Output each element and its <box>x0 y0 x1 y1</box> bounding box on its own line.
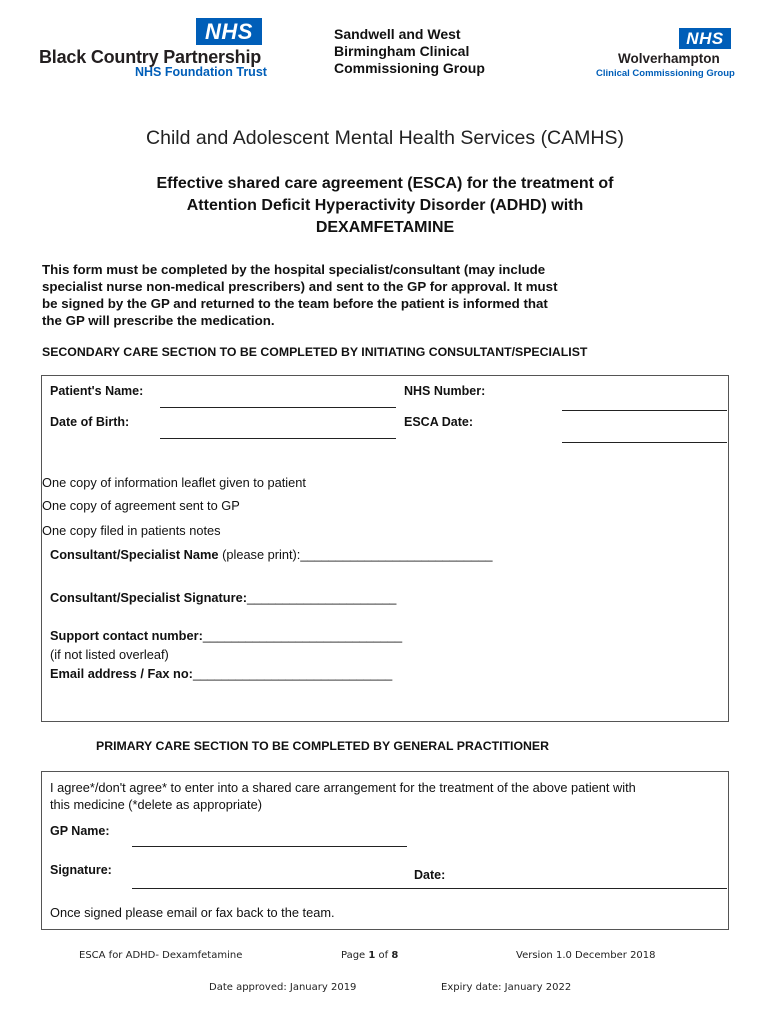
intro-line: be signed by the GP and returned to the team before the patient is informed that <box>42 296 548 311</box>
footer-page-number <box>341 950 398 961</box>
intro-line: specialist nurse non-medical prescribers) and sent to the GP for approval. It must <box>42 279 558 294</box>
page-mid: of <box>375 950 392 961</box>
email-fax-blank[interactable]: ____________________________ <box>192 666 393 681</box>
agreement-statement <box>50 779 636 813</box>
sandwell-ccg-name <box>334 26 485 77</box>
gp-signature-field[interactable] <box>132 888 727 889</box>
checklist-item[interactable]: One copy filed in patients notes <box>42 523 221 538</box>
support-contact-blank[interactable]: ____________________________ <box>202 628 403 643</box>
nhs-logo-badge-right: NHS <box>679 28 731 49</box>
trust-subtitle: NHS Foundation Trust <box>135 65 267 79</box>
intro-line: the GP will prescribe the medication. <box>42 313 275 328</box>
checklist-item[interactable]: One copy of agreement sent to GP <box>42 498 240 513</box>
intro-line: This form must be completed by the hospital specialist/consultant (may include <box>42 262 546 277</box>
secondary-care-heading: SECONDARY CARE SECTION TO BE COMPLETED BY INITIATING CONSULTANT/SPECIALIST <box>42 345 588 359</box>
gp-signature-label: Signature: <box>50 863 112 877</box>
email-fax-label: Email address / Fax no: <box>50 666 193 681</box>
ccg-line: Commissioning Group <box>334 60 485 76</box>
consultant-name-hint: (please print): <box>218 547 301 562</box>
consultant-signature-row[interactable] <box>50 590 396 605</box>
subtitle-line: DEXAMFETAMINE <box>315 219 455 236</box>
footer-version: Version 1.0 December 2018 <box>516 950 656 961</box>
footer-doc-name: ESCA for ADHD- Dexamfetamine <box>79 950 243 961</box>
consultant-name-row[interactable] <box>50 547 493 562</box>
gp-name-label: GP Name: <box>50 824 110 838</box>
checklist-item[interactable]: One copy of information leaflet given to patient <box>42 475 306 490</box>
page-total: 8 <box>391 950 399 961</box>
document-subtitle <box>0 173 770 239</box>
ccg-line: Sandwell and West <box>334 26 461 42</box>
support-contact-hint: (if not listed overleaf) <box>50 647 169 662</box>
email-fax-row[interactable] <box>50 666 392 681</box>
trust-name: Black Country Partnership <box>39 47 262 67</box>
consultant-signature-label: Consultant/Specialist Signature: <box>50 590 247 605</box>
patient-name-field[interactable] <box>160 407 396 408</box>
primary-care-heading: PRIMARY CARE SECTION TO BE COMPLETED BY GENERAL PRACTITIONER <box>96 739 549 753</box>
agreement-line: I agree*/don't agree* to enter into a shared care arrangement for the treatment of the above patient with <box>50 780 636 795</box>
support-contact-label: Support contact number: <box>50 628 203 643</box>
consultant-name-blank[interactable]: ___________________________ <box>300 547 493 562</box>
ccg-line: Birmingham Clinical <box>334 43 470 59</box>
nhs-number-field[interactable] <box>562 410 727 411</box>
page-current: 1 <box>368 950 376 961</box>
intro-paragraph <box>42 261 642 329</box>
patient-name-label: Patient's Name: <box>50 384 144 398</box>
gp-name-field[interactable] <box>132 846 407 847</box>
return-note: Once signed please email or fax back to the team. <box>50 905 335 920</box>
wolverhampton-name: Wolverhampton <box>618 51 720 66</box>
esca-date-field[interactable] <box>562 442 727 443</box>
dob-label: Date of Birth: <box>50 415 130 429</box>
subtitle-line: Attention Deficit Hyperactivity Disorder (ADHD) with <box>186 197 584 214</box>
nhs-logo-badge-left: NHS <box>196 18 262 45</box>
esca-date-label: ESCA Date: <box>404 415 473 429</box>
consultant-name-label: Consultant/Specialist Name <box>50 547 219 562</box>
subtitle-line: Effective shared care agreement (ESCA) for the treatment of <box>156 175 614 192</box>
page-title: Child and Adolescent Mental Health Services (CAMHS) <box>146 127 624 149</box>
dob-field[interactable] <box>160 438 396 439</box>
nhs-number-label: NHS Number: <box>404 384 486 398</box>
consultant-signature-blank[interactable]: _____________________ <box>246 590 397 605</box>
wolverhampton-subtitle: Clinical Commissioning Group <box>596 68 735 79</box>
gp-date-label: Date: <box>414 868 446 882</box>
footer-expiry-date: Expiry date: January 2022 <box>441 982 572 993</box>
agreement-line: this medicine (*delete as appropriate) <box>50 797 262 812</box>
support-contact-row[interactable] <box>50 628 402 643</box>
footer-approved-date: Date approved: January 2019 <box>209 982 357 993</box>
page-prefix: Page <box>341 950 369 961</box>
